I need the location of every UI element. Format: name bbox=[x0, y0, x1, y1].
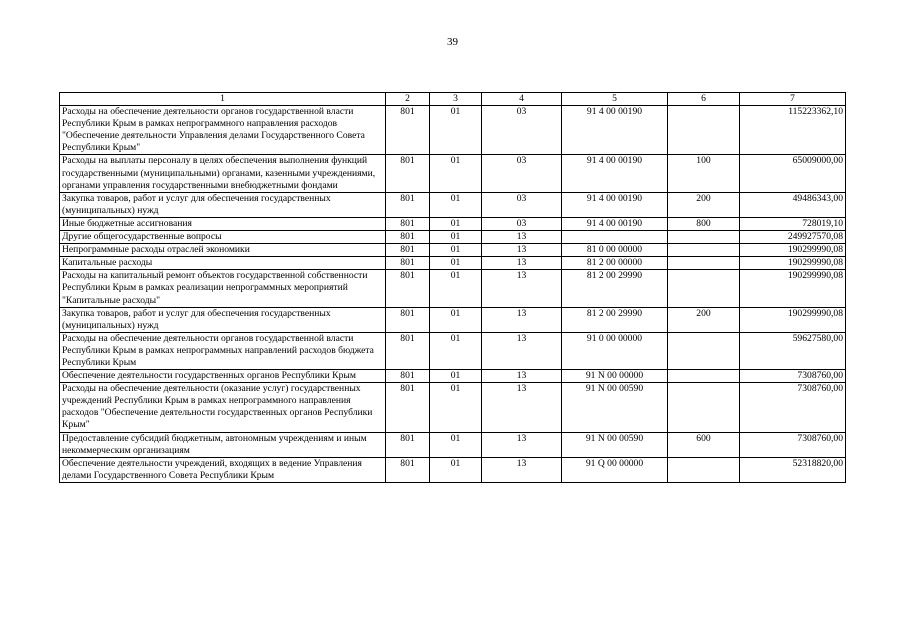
subsection-code-cell: 13 bbox=[482, 270, 562, 307]
section-code-cell: 01 bbox=[430, 457, 482, 482]
subsection-code-cell: 13 bbox=[482, 332, 562, 369]
table-row bbox=[60, 457, 846, 482]
expense-type-cell bbox=[668, 257, 740, 270]
expense-name-cell: Закупка товаров, работ и услуг для обеспечения государственных (муниципальных) нужд bbox=[60, 192, 386, 217]
department-code-cell: 801 bbox=[386, 155, 430, 192]
amount-cell: 59627580,00 bbox=[740, 332, 846, 369]
table-row bbox=[60, 217, 846, 230]
target-article-cell: 81 0 00 00000 bbox=[562, 244, 668, 257]
amount-cell: 190299990,08 bbox=[740, 270, 846, 307]
table-header-row bbox=[60, 93, 846, 106]
amount-cell: 115223362,10 bbox=[740, 106, 846, 155]
target-article-cell: 91 4 00 00190 bbox=[562, 192, 668, 217]
subsection-code-cell: 13 bbox=[482, 257, 562, 270]
section-code-cell: 01 bbox=[430, 192, 482, 217]
amount-cell: 190299990,08 bbox=[740, 244, 846, 257]
expense-name-cell: Иные бюджетные ассигнования bbox=[60, 217, 386, 230]
expense-type-cell: 600 bbox=[668, 432, 740, 457]
expense-type-cell bbox=[668, 457, 740, 482]
subsection-code-cell: 13 bbox=[482, 383, 562, 432]
table-row bbox=[60, 383, 846, 432]
department-code-cell: 801 bbox=[386, 217, 430, 230]
subsection-code-cell: 03 bbox=[482, 192, 562, 217]
expense-name-cell: Другие общегосударственные вопросы bbox=[60, 231, 386, 244]
expense-name-cell: Предоставление субсидий бюджетным, автономным учреждениям и иным некоммерческим организациям bbox=[60, 432, 386, 457]
table-row bbox=[60, 332, 846, 369]
target-article-cell: 81 2 00 29990 bbox=[562, 270, 668, 307]
column-header: 1 bbox=[60, 93, 386, 106]
amount-cell: 65009000,00 bbox=[740, 155, 846, 192]
section-code-cell: 01 bbox=[430, 270, 482, 307]
expense-type-cell: 100 bbox=[668, 155, 740, 192]
subsection-code-cell: 13 bbox=[482, 231, 562, 244]
expense-type-cell bbox=[668, 332, 740, 369]
department-code-cell: 801 bbox=[386, 106, 430, 155]
target-article-cell: 91 4 00 00190 bbox=[562, 106, 668, 155]
expense-type-cell: 200 bbox=[668, 307, 740, 332]
table-row bbox=[60, 270, 846, 307]
expense-type-cell: 200 bbox=[668, 192, 740, 217]
table-row bbox=[60, 106, 846, 155]
table-row bbox=[60, 307, 846, 332]
subsection-code-cell: 03 bbox=[482, 155, 562, 192]
target-article-cell: 91 Q 00 00000 bbox=[562, 457, 668, 482]
department-code-cell: 801 bbox=[386, 432, 430, 457]
department-code-cell: 801 bbox=[386, 370, 430, 383]
department-code-cell: 801 bbox=[386, 270, 430, 307]
budget-table bbox=[59, 92, 846, 483]
subsection-code-cell: 13 bbox=[482, 457, 562, 482]
target-article-cell bbox=[562, 231, 668, 244]
subsection-code-cell: 13 bbox=[482, 370, 562, 383]
section-code-cell: 01 bbox=[430, 217, 482, 230]
expense-name-cell: Обеспечение деятельности учреждений, входящих в ведение Управления делами Государственного Совета Республики Крым bbox=[60, 457, 386, 482]
expense-type-cell bbox=[668, 231, 740, 244]
table-row bbox=[60, 231, 846, 244]
column-header: 3 bbox=[430, 93, 482, 106]
expense-name-cell: Расходы на обеспечение деятельности (оказание услуг) государственных учреждений Республики Крым в рамках непрограммного направления расходов "Обеспечение деятельности государственных органов Республики Крым" bbox=[60, 383, 386, 432]
target-article-cell: 91 4 00 00190 bbox=[562, 217, 668, 230]
section-code-cell: 01 bbox=[430, 155, 482, 192]
column-header: 6 bbox=[668, 93, 740, 106]
expense-name-cell: Расходы на обеспечение деятельности органов государственной власти Республики Крым в рамках непрограммного направления расходов "Обеспечение деятельности Управления делами Государственного Совета Республики Крым" bbox=[60, 106, 386, 155]
amount-cell: 49486343,00 bbox=[740, 192, 846, 217]
page-number: 39 bbox=[447, 36, 458, 48]
section-code-cell: 01 bbox=[430, 231, 482, 244]
column-header: 5 bbox=[562, 93, 668, 106]
target-article-cell: 91 N 00 00590 bbox=[562, 383, 668, 432]
department-code-cell: 801 bbox=[386, 244, 430, 257]
column-header: 2 bbox=[386, 93, 430, 106]
expense-type-cell bbox=[668, 383, 740, 432]
table-row bbox=[60, 370, 846, 383]
expense-name-cell: Расходы на капитальный ремонт объектов государственной собственности Республики Крым в рамках реализации непрограммных мероприятий "Капитальные расходы" bbox=[60, 270, 386, 307]
department-code-cell: 801 bbox=[386, 457, 430, 482]
table-row bbox=[60, 257, 846, 270]
subsection-code-cell: 13 bbox=[482, 244, 562, 257]
expense-type-cell bbox=[668, 244, 740, 257]
target-article-cell: 91 4 00 00190 bbox=[562, 155, 668, 192]
expense-name-cell: Капитальные расходы bbox=[60, 257, 386, 270]
expense-type-cell: 800 bbox=[668, 217, 740, 230]
section-code-cell: 01 bbox=[430, 257, 482, 270]
department-code-cell: 801 bbox=[386, 192, 430, 217]
section-code-cell: 01 bbox=[430, 332, 482, 369]
expense-type-cell bbox=[668, 106, 740, 155]
department-code-cell: 801 bbox=[386, 257, 430, 270]
department-code-cell: 801 bbox=[386, 383, 430, 432]
section-code-cell: 01 bbox=[430, 383, 482, 432]
target-article-cell: 81 2 00 00000 bbox=[562, 257, 668, 270]
table-row bbox=[60, 432, 846, 457]
table-row bbox=[60, 192, 846, 217]
section-code-cell: 01 bbox=[430, 106, 482, 155]
department-code-cell: 801 bbox=[386, 307, 430, 332]
section-code-cell: 01 bbox=[430, 370, 482, 383]
expense-name-cell: Обеспечение деятельности государственных органов Республики Крым bbox=[60, 370, 386, 383]
column-header: 7 bbox=[740, 93, 846, 106]
expense-type-cell bbox=[668, 270, 740, 307]
expense-name-cell: Непрограммные расходы отраслей экономики bbox=[60, 244, 386, 257]
amount-cell: 190299990,08 bbox=[740, 307, 846, 332]
subsection-code-cell: 13 bbox=[482, 432, 562, 457]
target-article-cell: 91 N 00 00590 bbox=[562, 432, 668, 457]
amount-cell: 7308760,00 bbox=[740, 383, 846, 432]
expense-name-cell: Расходы на выплаты персоналу в целях обеспечения выполнения функций государственными (муниципальными) органами, казенными учреждениями, органами управления государственными внебюджетными фондами bbox=[60, 155, 386, 192]
subsection-code-cell: 03 bbox=[482, 217, 562, 230]
section-code-cell: 01 bbox=[430, 307, 482, 332]
subsection-code-cell: 03 bbox=[482, 106, 562, 155]
target-article-cell: 81 2 00 29990 bbox=[562, 307, 668, 332]
expense-type-cell bbox=[668, 370, 740, 383]
section-code-cell: 01 bbox=[430, 432, 482, 457]
target-article-cell: 91 0 00 00000 bbox=[562, 332, 668, 369]
target-article-cell: 91 N 00 00000 bbox=[562, 370, 668, 383]
department-code-cell: 801 bbox=[386, 332, 430, 369]
amount-cell: 728019,10 bbox=[740, 217, 846, 230]
amount-cell: 249927570,08 bbox=[740, 231, 846, 244]
amount-cell: 52318820,00 bbox=[740, 457, 846, 482]
expense-name-cell: Расходы на обеспечение деятельности органов государственной власти Республики Крым в рамках непрограммных направлений расходов бюджета Республики Крым bbox=[60, 332, 386, 369]
expense-name-cell: Закупка товаров, работ и услуг для обеспечения государственных (муниципальных) нужд bbox=[60, 307, 386, 332]
column-header: 4 bbox=[482, 93, 562, 106]
subsection-code-cell: 13 bbox=[482, 307, 562, 332]
table-row bbox=[60, 155, 846, 192]
amount-cell: 190299990,08 bbox=[740, 257, 846, 270]
amount-cell: 7308760,00 bbox=[740, 432, 846, 457]
department-code-cell: 801 bbox=[386, 231, 430, 244]
table-row bbox=[60, 244, 846, 257]
amount-cell: 7308760,00 bbox=[740, 370, 846, 383]
section-code-cell: 01 bbox=[430, 244, 482, 257]
